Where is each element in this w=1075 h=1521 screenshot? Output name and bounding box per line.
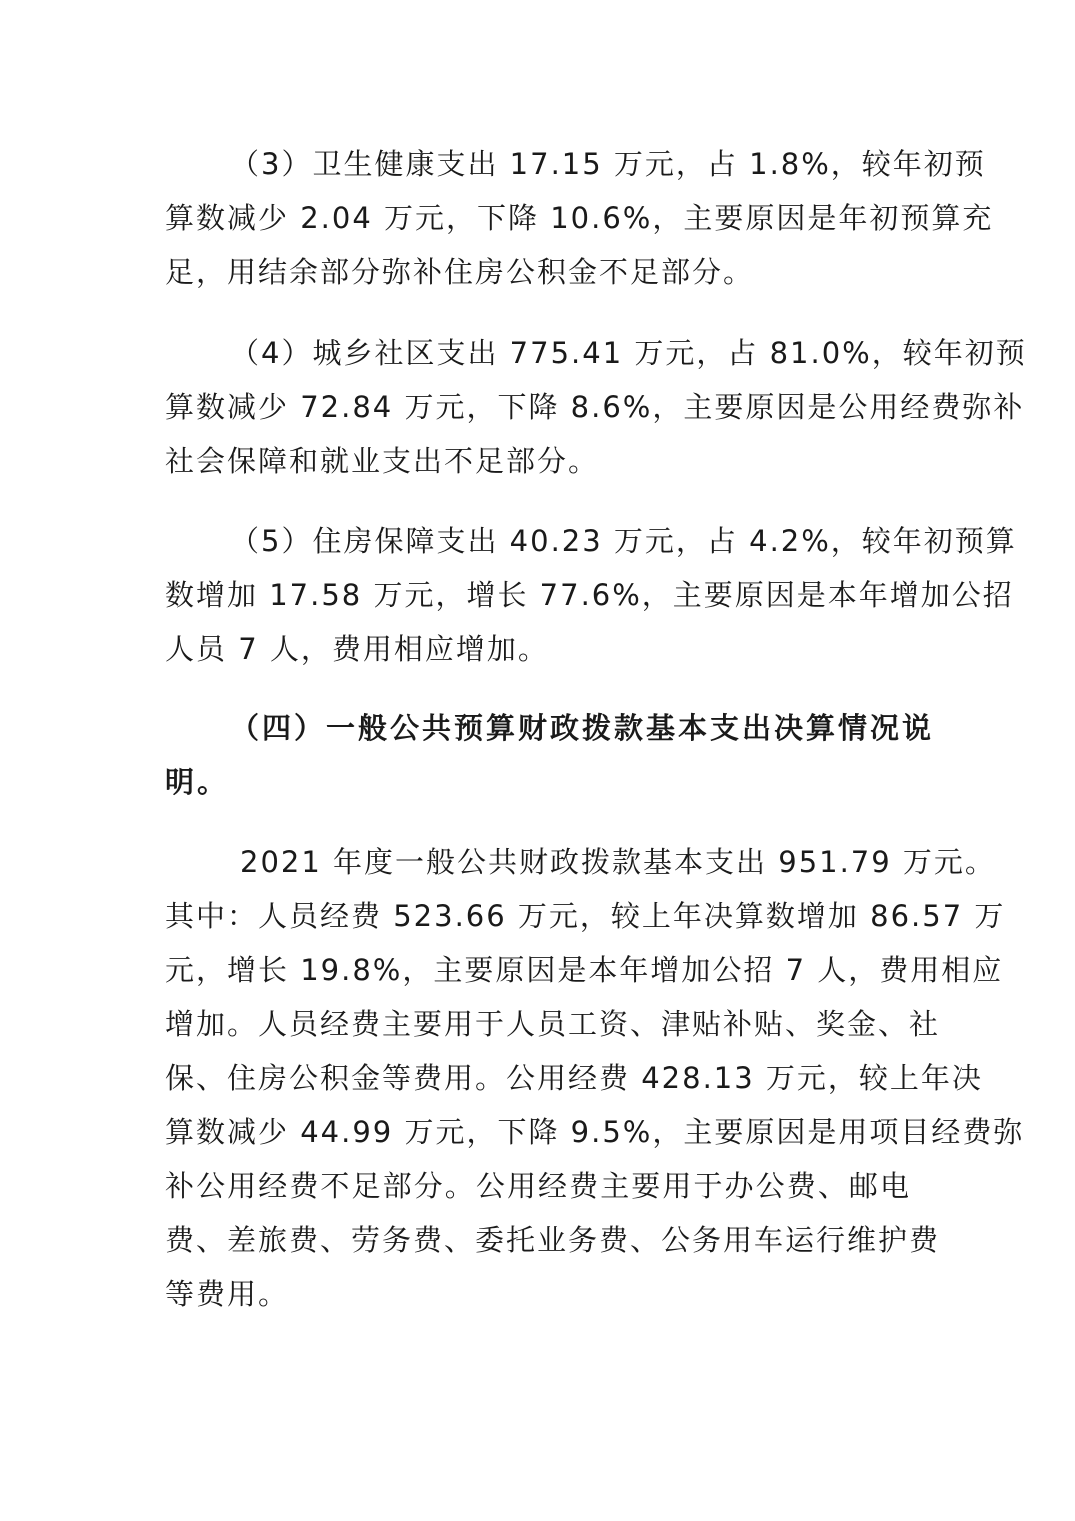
paragraph-health-line-1: （3）卫生健康支出 17.15 万元，占 1.8%，较年初预: [230, 147, 986, 181]
paragraph-health-line-2: 算数减少 2.04 万元，下降 10.6%，主要原因是年初预算充: [165, 201, 994, 235]
paragraph-health-line-3: 足，用结余部分弥补住房公积金不足部分。: [165, 255, 755, 289]
paragraph-community-line-1: （4）城乡社区支出 775.41 万元，占 81.0%，较年初预: [230, 336, 1027, 370]
section-heading-line-1: （四）一般公共预算财政拨款基本支出决算情况说: [230, 711, 935, 745]
paragraph-basic-line-2: 其中：人员经费 523.66 万元，较上年决算数增加 86.57 万: [165, 899, 1006, 933]
paragraph-basic-line-5: 保、住房公积金等费用。公用经费 428.13 万元，较上年决: [165, 1061, 983, 1095]
paragraph-basic-line-4: 增加。人员经费主要用于人员工资、津贴补贴、奖金、社: [165, 1007, 941, 1041]
paragraph-housing-line-1: （5）住房保障支出 40.23 万元，占 4.2%，较年初预算: [230, 524, 1017, 558]
paragraph-basic-line-7: 补公用经费不足部分。公用经费主要用于办公费、邮电: [165, 1169, 911, 1203]
paragraph-basic-line-6: 算数减少 44.99 万元，下降 9.5%，主要原因是用项目经费弥: [165, 1115, 1025, 1149]
paragraph-housing-line-3: 人员 7 人，费用相应增加。: [165, 632, 549, 666]
paragraph-basic-line-9: 等费用。: [165, 1277, 290, 1311]
paragraph-community-line-3: 社会保障和就业支出不足部分。: [165, 444, 600, 478]
paragraph-community-line-2: 算数减少 72.84 万元，下降 8.6%，主要原因是公用经费弥补: [165, 390, 1025, 424]
section-heading-line-2: 明。: [165, 765, 230, 799]
paragraph-housing-line-2: 数增加 17.58 万元，增长 77.6%，主要原因是本年增加公招: [165, 578, 1014, 612]
paragraph-basic-line-8: 费、差旅费、劳务费、委托业务费、公务用车运行维护费: [165, 1223, 941, 1257]
paragraph-basic-line-1: 2021 年度一般公共财政拨款基本支出 951.79 万元。: [240, 845, 996, 879]
paragraph-basic-line-3: 元，增长 19.8%，主要原因是本年增加公招 7 人，费用相应: [165, 953, 1004, 987]
